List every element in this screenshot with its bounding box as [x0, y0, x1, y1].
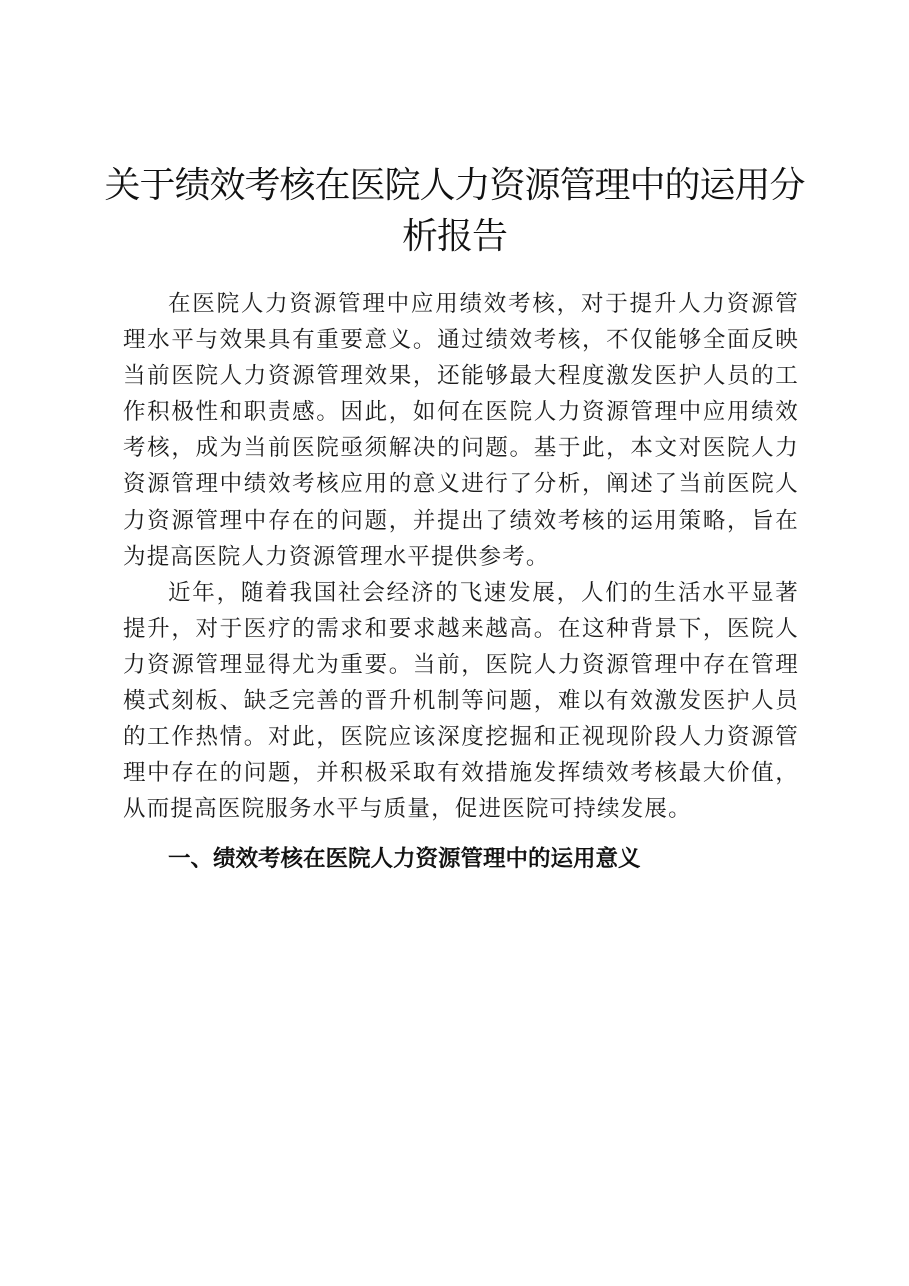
document-title: 关于绩效考核在医院人力资源管理中的运用分析报告	[104, 165, 805, 257]
section-heading: 一、绩效考核在医院人力资源管理中的运用意义	[168, 846, 641, 873]
paragraph-introduction: 近年，随着我国社会经济的飞速发展，人们的生活水平显著提升，对于医疗的需求和要求越来越高。在这种背景下，医院人力资源管理显得尤为重要。当前，医院人力资源管理中存在管理模式刻板、缺乏完善的晋升机制等问题，难以有效激发医护人员的工作热情。对此，医院应该深度挖掘和正视现阶段人力资源管理中存在的问题，并积极采取有效措施发挥绩效考核最大价值，从而提高医院服务水平与质量，促进医院可持续发展。	[123, 579, 799, 823]
document-body	[123, 286, 799, 878]
paragraph-abstract: 在医院人力资源管理中应用绩效考核，对于提升人力资源管理水平与效果具有重要意义。通过绩效考核，不仅能够全面反映当前医院人力资源管理效果，还能够最大程度激发医护人员的工作积极性和职责感。因此，如何在医院人力资源管理中应用绩效考核，成为当前医院亟须解决的问题。基于此，本文对医院人力资源管理中绩效考核应用的意义进行了分析，阐述了当前医院人力资源管理中存在的问题，并提出了绩效考核的运用策略，旨在为提高医院人力资源管理水平提供参考。	[123, 291, 799, 570]
